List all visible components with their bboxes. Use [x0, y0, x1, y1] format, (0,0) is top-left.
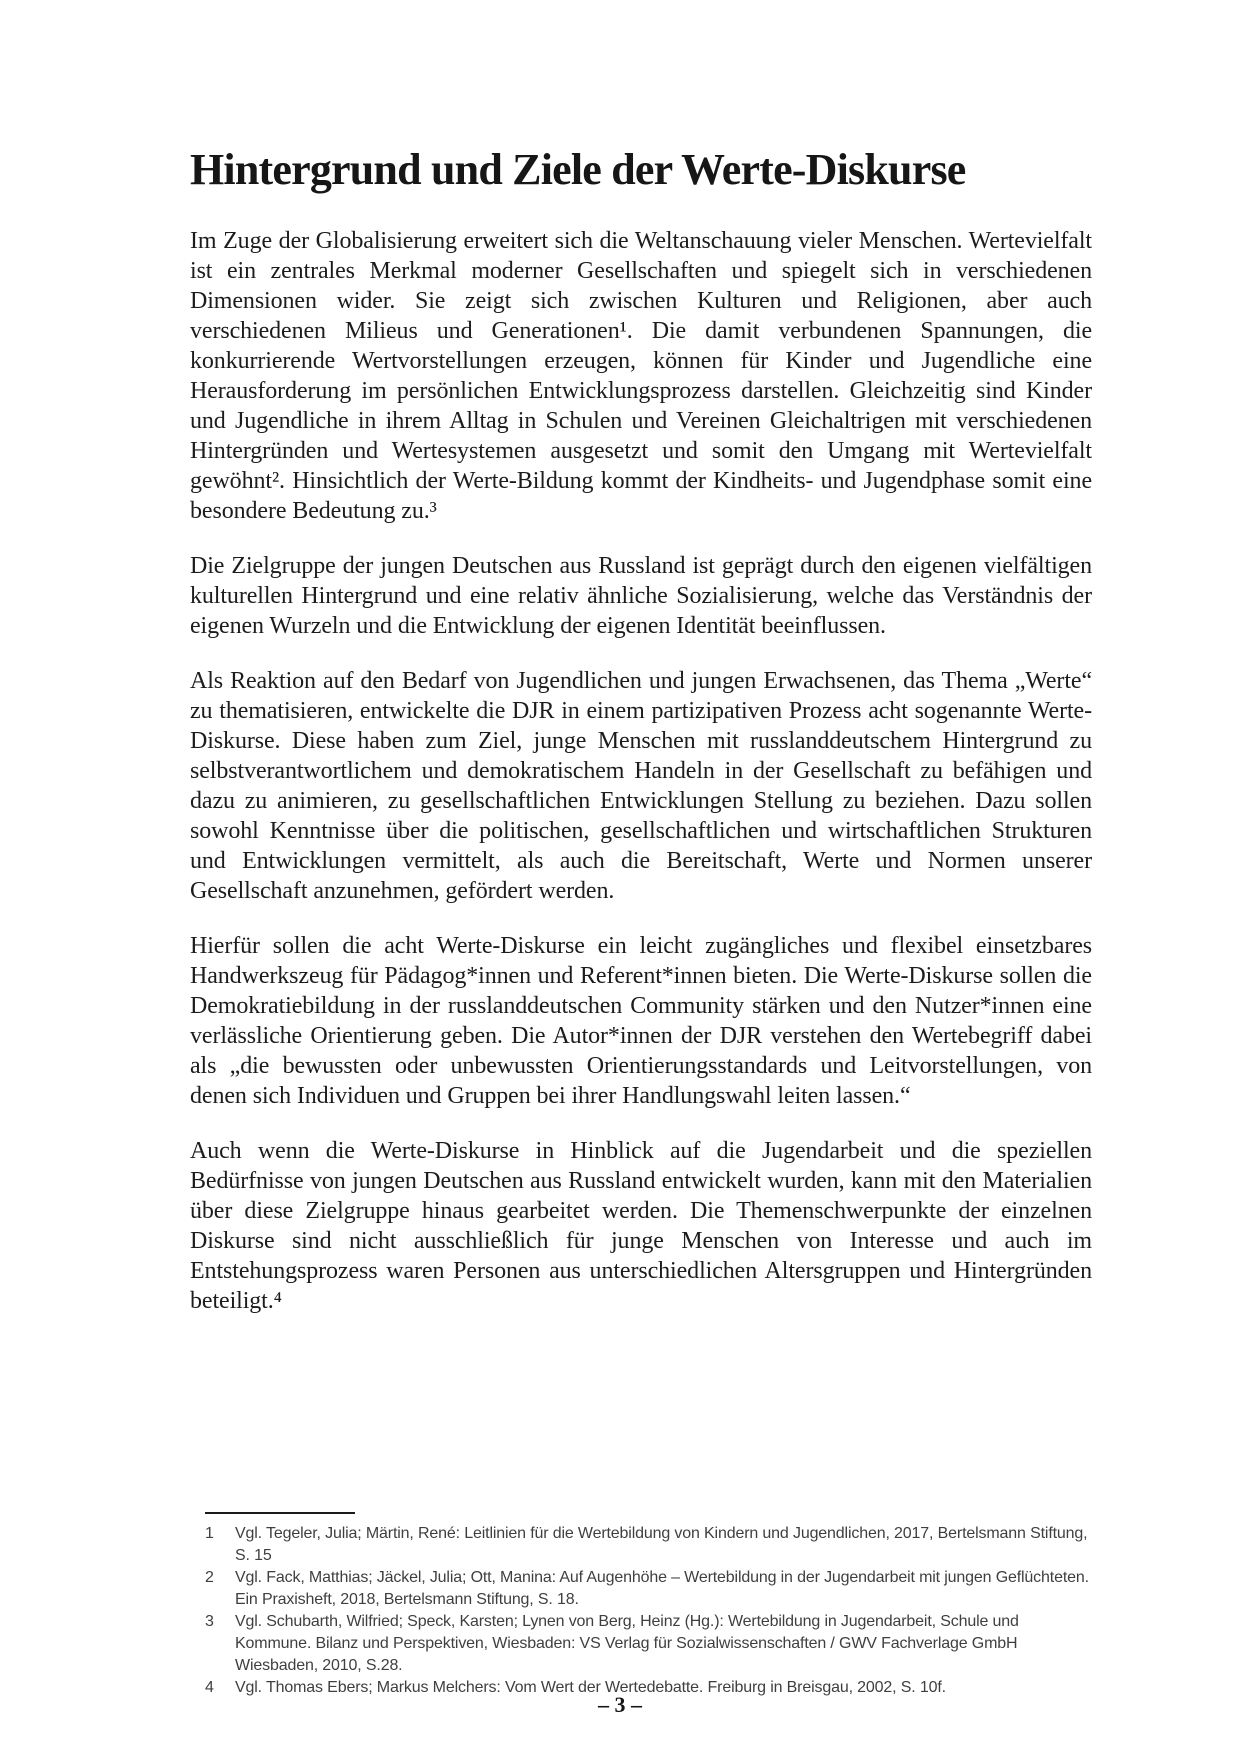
footnote-text: Vgl. Thomas Ebers; Markus Melchers: Vom Wert der Wertedebatte. Freiburg in Breisgau, 2002, S. 10f.	[235, 1679, 946, 1696]
page-number: – 3 –	[598, 1692, 642, 1717]
footnotes-section	[205, 1512, 1092, 1699]
footnote-item	[205, 1567, 1092, 1611]
paragraph-reaktion: Als Reaktion auf den Bedarf von Jugendlichen und jungen Erwachsenen, das Thema „Werte“ zu thematisieren, entwickelte die DJR in einem partizipativen Prozess acht sogenannte Werte-Diskurse. Diese haben zum Ziel, junge Menschen mit russlanddeutschem Hintergrund zu selbstverantwortlichem und demokratischem Handeln in der Gesellschaft zu befähigen und dazu zu animieren, zu gesellschaftlichen Entwicklungen Stellung zu beziehen. Dazu sollen sowohl Kenntnisse über die politischen, gesellschaftlichen und wirtschaftlichen Strukturen und Entwicklungen vermittelt, als auch die Bereitschaft, Werte und Normen unserer Gesellschaft anzunehmen, gefördert werden.	[190, 668, 1092, 904]
footnote-text: Vgl. Schubarth, Wilfried; Speck, Karsten; Lynen von Berg, Heinz (Hg.): Wertebildung in Jugendarbeit, Schule und Kommune. Bilanz und Perspektiven, Wiesbaden: VS Verlag für Sozialwissenschaften / GWV Fachverlage GmbH Wiesbaden, 2010, S.28.	[235, 1613, 1019, 1674]
paragraph-globalisierung: Im Zuge der Globalisierung erweitert sich die Weltanschauung vieler Menschen. Wertevielfalt ist ein zentrales Merkmal moderner Gesellschaften und spiegelt sich in verschiedenen Dimensionen wider. Sie zeigt sich zwischen Kulturen und Religionen, aber auch verschiedenen Milieus und Generationen¹. Die damit verbundenen Spannungen, die konkurrierende Wertvorstellungen erzeugen, können für Kinder und Jugendliche eine Herausforderung im persönlichen Entwicklungsprozess darstellen. Gleichzeitig sind Kinder und Jugendliche in ihrem Alltag in Schulen und Vereinen Gleichaltrigen mit verschiedenen Hintergründen und Wertesystemen ausgesetzt und somit den Umgang mit Wertevielfalt gewöhnt². Hinsichtlich der Werte-Bildung kommt der Kindheits- und Jugendphase somit eine besondere Bedeutung zu.³	[190, 228, 1092, 524]
footnote-separator-rule	[205, 1512, 355, 1514]
text-column	[190, 0, 1092, 1341]
paragraph-zielgruppe: Die Zielgruppe der jungen Deutschen aus Russland ist geprägt durch den eigenen vielfältigen kulturellen Hintergrund und eine relativ ähnliche Sozialisierung, welche das Verständnis der eigenen Wurzeln und die Entwicklung der eigenen Identität beeinflussen.	[190, 553, 1092, 639]
footnote-number: 3	[205, 1613, 214, 1630]
footnote-number: 1	[205, 1525, 214, 1542]
paragraph-handwerkszeug: Hierfür sollen die acht Werte-Diskurse ein leicht zugängliches und flexibel einsetzbares Handwerkszeug für Pädagog*innen und Referent*innen bieten. Die Werte-Diskurse sollen die Demokratiebildung in der russlanddeutschen Community stärken und den Nutzer*innen eine verlässliche Orientierung geben. Die Autor*innen der DJR verstehen den Wertebegriff dabei als „die bewussten oder unbewussten Orientierungsstandards und Leitvorstellungen, von denen sich Individuen und Gruppen bei ihrer Handlungswahl leiten lassen.“	[190, 933, 1092, 1109]
footnote-text: Vgl. Tegeler, Julia; Märtin, René: Leitlinien für die Wertebildung von Kindern und Jugendlichen, 2017, Bertelsmann Stiftung, S. 15	[235, 1525, 1088, 1564]
footnote-item	[205, 1523, 1092, 1567]
footnote-number: 4	[205, 1679, 214, 1696]
footnote-number: 2	[205, 1569, 214, 1586]
footnote-text: Vgl. Fack, Matthias; Jäckel, Julia; Ott, Manina: Auf Augenhöhe – Wertebildung in der Jugendarbeit mit jungen Geflüchteten. Ein Praxisheft, 2018, Bertelsmann Stiftung, S. 18.	[235, 1569, 1089, 1608]
body-text	[190, 226, 1092, 1316]
paragraph-jugendarbeit: Auch wenn die Werte-Diskurse in Hinblick auf die Jugendarbeit und die speziellen Bedürfnisse von jungen Deutschen aus Russland entwickelt wurden, kann mit den Materialien über diese Zielgruppe hinaus gearbeitet werden. Die Themenschwerpunkte der einzelnen Diskurse sind nicht ausschließlich für junge Menschen von Interesse und auch im Entstehungsprozess waren Personen aus unterschiedlichen Altersgruppen und Hintergründen beteiligt.⁴	[190, 1138, 1092, 1314]
footnote-item	[205, 1611, 1092, 1677]
page-title: Hintergrund und Ziele der Werte-Diskurse	[190, 145, 966, 194]
